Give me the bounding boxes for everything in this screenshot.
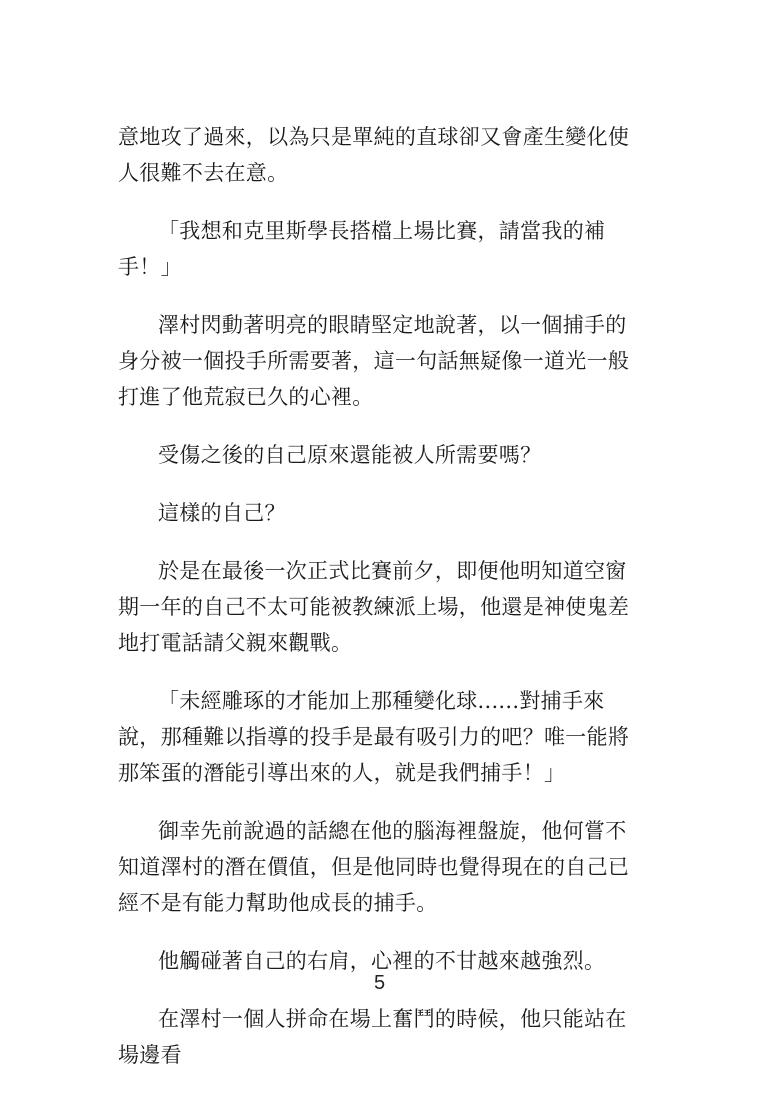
paragraph: 澤村閃動著明亮的眼睛堅定地說著，以一個捕手的身分被一個投手所需要著，這一句話無疑像一道光一般打進了他荒寂已久的心裡。 [118,313,630,409]
page-number: 5 [373,972,386,994]
paragraph: 在澤村一個人拼命在場上奮鬥的時候，他只能站在場邊看 [118,1007,627,1067]
paragraph: 「未經雕琢的才能加上那種變化球......對捕手來說，那種難以指導的投手是最有吸引力的吧？唯一能將那笨蛋的潛能引導出來的人，就是我們捕手！」 [118,689,630,785]
paragraph: 這樣的自己？ [158,501,286,525]
paragraph: 御幸先前說過的話總在他的腦海裡盤旋，他何嘗不知道澤村的潛在價值，但是他同時也覺得現在的自己已經不是有能力幫助他成長的捕手。 [118,819,630,915]
body-text [118,119,638,1095]
paragraph: 「我想和克里斯學長搭檔上場比賽，請當我的補手！」 [118,219,606,279]
paragraph: 意地攻了過來，以為只是單純的直球卻又會產生變化使人很難不去在意。 [118,125,630,185]
paragraph: 受傷之後的自己原來還能被人所需要嗎？ [158,443,542,467]
paragraph: 他觸碰著自己的右肩，心裡的不甘越來越強烈。 [158,949,606,973]
paragraph: 於是在最後一次正式比賽前夕，即便他明知道空窗期一年的自己不太可能被教練派上場，他還是神使鬼差地打電話請父親來觀戰。 [118,559,630,655]
